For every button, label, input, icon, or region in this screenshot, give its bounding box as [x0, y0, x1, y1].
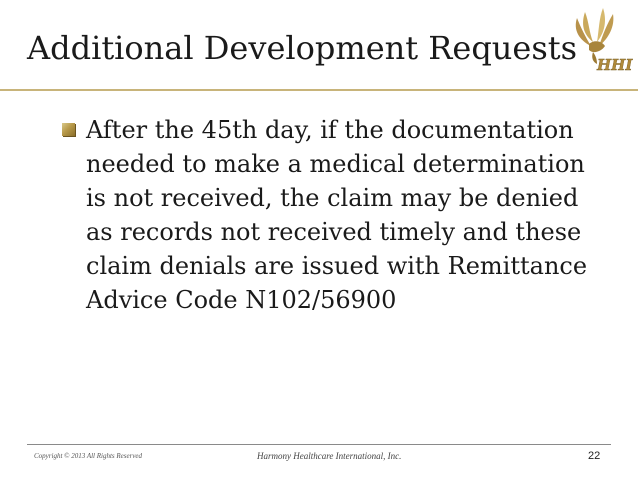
bullet-text: After the 45th day, if the documentation needed to make a medical determination is not received, the claim may be denied as records not received timely and these claim denials are issued with Remittance Advice Code N102/56900 — [86, 116, 588, 314]
footer-copyright: Copyright © 2013 All Rights Reserved — [34, 452, 143, 460]
slide-title: Additional Development Requests — [27, 29, 578, 67]
square-bullet-icon — [62, 123, 75, 136]
footer-company: Harmony Healthcare International, Inc. — [257, 451, 402, 461]
bullet-list — [62, 113, 602, 317]
hhi-dove-logo — [563, 4, 633, 80]
logo-text: HHI — [597, 56, 633, 74]
title-divider — [0, 89, 638, 91]
bullet-item — [62, 113, 602, 317]
page-number: 22 — [588, 450, 601, 462]
footer-divider — [27, 444, 611, 445]
